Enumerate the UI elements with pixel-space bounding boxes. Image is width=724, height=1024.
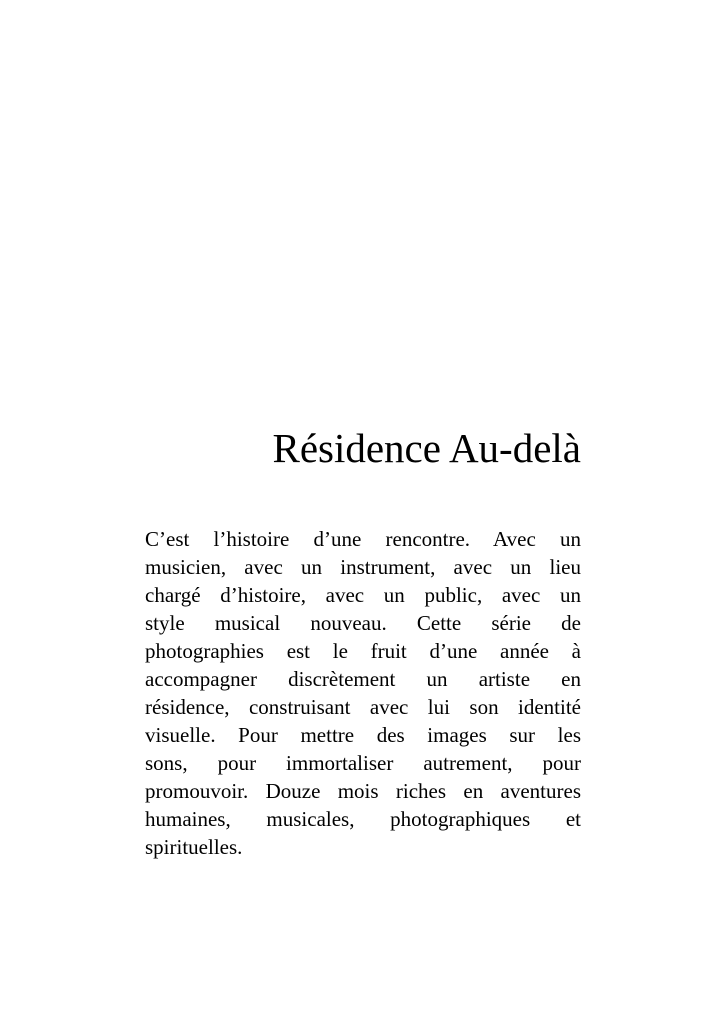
paragraph-line: chargé d’histoire, avec un public, avec un <box>145 583 581 607</box>
paragraph-line: photographies est le fruit d’une année à <box>145 639 581 663</box>
paragraph-line: accompagner discrètement un artiste en <box>145 667 581 691</box>
document-paragraph <box>145 525 581 861</box>
paragraph-line: sons, pour immortaliser autrement, pour <box>145 751 581 775</box>
paragraph-line: promouvoir. Douze mois riches en aventures <box>145 779 581 803</box>
paragraph-line: musicien, avec un instrument, avec un lieu <box>145 555 581 579</box>
paragraph-line: humaines, musicales, photographiques et <box>145 807 581 831</box>
paragraph-line: style musical nouveau. Cette série de <box>145 611 581 635</box>
paragraph-line: résidence, construisant avec lui son identité <box>145 695 581 719</box>
paragraph-line: visuelle. Pour mettre des images sur les <box>145 723 581 747</box>
document-title: Résidence Au-delà <box>272 425 581 471</box>
paragraph-line: C’est l’histoire d’une rencontre. Avec un <box>145 527 581 551</box>
paragraph-line: spirituelles. <box>145 835 243 859</box>
